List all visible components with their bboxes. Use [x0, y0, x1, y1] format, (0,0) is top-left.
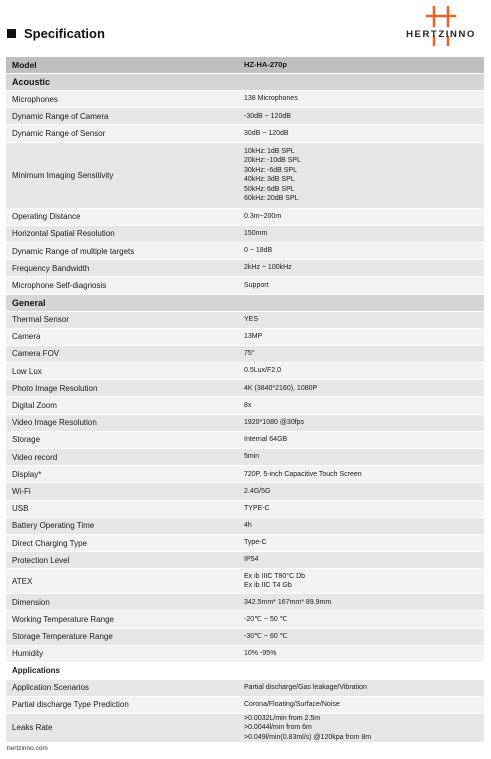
sensitivity-line — [244, 194, 484, 204]
spec-row — [6, 483, 484, 500]
spec-row — [6, 363, 484, 380]
spec-row — [6, 552, 484, 569]
sensitivity-level: -10dB SPL — [267, 157, 301, 165]
spec-value — [240, 363, 484, 379]
spec-value — [240, 415, 484, 431]
spec-value-line: 1920*1080 @30fps — [244, 418, 305, 426]
section-title: General — [12, 297, 46, 308]
spec-label: Storage — [12, 435, 41, 445]
spec-value-line: -20℃ ~ 50 ℃ — [244, 615, 288, 623]
spec-value-line: 8x — [244, 401, 252, 409]
spec-value — [240, 397, 484, 413]
spec-value-line: 4K (3840*2160), 1080P — [244, 384, 318, 392]
spec-value-line: >0.049l/min(0.83ml/s) @120kpa from 8m — [244, 733, 372, 741]
spec-label: Storage Temperature Range — [12, 632, 113, 642]
spec-value — [240, 380, 484, 396]
spec-row — [6, 594, 484, 611]
spec-label: Leaks Rate — [12, 723, 53, 733]
spec-value — [240, 209, 484, 225]
spec-value-line: 2kHz ~ 100kHz — [244, 264, 292, 272]
spec-label: Display* — [12, 469, 42, 479]
spec-value-line: 0.5Lux/F2.0 — [244, 367, 281, 375]
spec-label: Working Temperature Range — [12, 614, 114, 624]
section-header-applications — [6, 663, 484, 680]
sensitivity-line — [244, 175, 484, 185]
spec-label: Dynamic Range of Camera — [12, 111, 109, 121]
sensitivity-level: 3dB SPL — [267, 176, 295, 184]
spec-value-line: 0 ~ 18dB — [244, 247, 273, 255]
spec-row — [6, 535, 484, 552]
spec-label: Frequency Bandwidth — [12, 263, 90, 273]
spec-row — [6, 611, 484, 628]
spec-value — [240, 432, 484, 448]
spec-value-line: >0.0044l/min from 6m — [244, 724, 312, 732]
spec-value-line: 720P, 5-inch Capacitive Touch Screen — [244, 470, 362, 478]
sensitivity-line — [244, 147, 484, 157]
spec-row — [6, 380, 484, 397]
logo-wordmark: HERTZINNO — [406, 29, 476, 40]
spec-label: Humidity — [12, 649, 44, 659]
sensitivity-level: 6dB SPL — [267, 185, 295, 193]
spec-value — [240, 501, 484, 517]
spec-row — [6, 108, 484, 125]
spec-value-line: 75° — [244, 350, 255, 358]
spec-value — [240, 611, 484, 627]
spec-row — [6, 501, 484, 518]
spec-value-line: Ex ib IIC T4 Gb — [244, 582, 292, 590]
spec-row — [6, 397, 484, 414]
bullet-square-icon — [7, 29, 16, 38]
spec-row — [6, 125, 484, 142]
spec-label: Low Lux — [12, 366, 42, 376]
spec-value-line: 150mm — [244, 230, 268, 238]
spec-row — [6, 312, 484, 329]
title-block — [7, 26, 105, 41]
spec-row — [6, 277, 484, 294]
spec-value — [240, 680, 484, 696]
spec-value — [240, 552, 484, 568]
spec-row — [6, 260, 484, 277]
spec-value — [240, 260, 484, 276]
spec-row — [6, 209, 484, 226]
model-label: Model — [12, 60, 37, 70]
spec-value — [240, 697, 484, 713]
spec-value — [240, 449, 484, 465]
spec-label: Battery Operating Time — [12, 521, 95, 531]
sensitivity-line — [244, 166, 484, 176]
spec-label: Partial discharge Type Prediction — [12, 700, 129, 710]
sensitivity-level: 20dB SPL — [267, 195, 299, 203]
spec-value — [240, 143, 484, 208]
spec-value-line: 2.4G/5G — [244, 487, 271, 495]
spec-label: Microphones — [12, 94, 58, 104]
sensitivity-level: 1dB SPL — [267, 147, 295, 155]
spec-row — [6, 432, 484, 449]
sensitivity-frequency: 40kHz: — [244, 176, 266, 184]
spec-row — [6, 449, 484, 466]
spec-value — [240, 714, 484, 742]
brand-logo — [396, 6, 486, 46]
spec-value — [240, 277, 484, 293]
table-body — [6, 74, 484, 743]
spec-row — [6, 143, 484, 209]
spec-value — [240, 466, 484, 482]
spec-value-line: 0.3m~200m — [244, 212, 282, 220]
spec-value-line: 138 Microphones — [244, 95, 298, 103]
model-row — [6, 57, 484, 74]
spec-label: USB — [12, 504, 29, 514]
spec-row — [6, 629, 484, 646]
spec-value — [240, 312, 484, 328]
sensitivity-frequency: 20kHz: — [244, 157, 266, 165]
spec-row — [6, 569, 484, 594]
spec-label: Wi-Fi — [12, 486, 31, 496]
spec-value — [240, 535, 484, 551]
spec-value — [240, 483, 484, 499]
spec-label: Dynamic Range of multiple targets — [12, 246, 135, 256]
spec-label: Horizontal Spatial Resolution — [12, 229, 115, 239]
sensitivity-frequency: 10kHz: — [244, 147, 266, 155]
spec-value-line: Type-C — [244, 539, 267, 547]
spec-row — [6, 697, 484, 714]
spec-label: Thermal Sensor — [12, 315, 69, 325]
spec-value-line: Internal 64GB — [244, 436, 288, 444]
spec-value-line: Ex ib IIIC T80°C Db — [244, 572, 306, 580]
spec-label: Digital Zoom — [12, 401, 57, 411]
section-header-general — [6, 295, 484, 312]
section-header-acoustic — [6, 74, 484, 91]
spec-value — [240, 91, 484, 107]
spec-row — [6, 329, 484, 346]
spec-value-line: 342.5mm* 167mm* 89.9mm — [244, 598, 332, 606]
hertzinno-logo-icon — [396, 6, 486, 46]
sensitivity-frequency: 30kHz: — [244, 166, 266, 174]
section-title: Acoustic — [12, 77, 51, 87]
page-title: Specification — [24, 26, 105, 41]
footer-website: hertzinno.com — [7, 745, 48, 752]
spec-row — [6, 415, 484, 432]
specification-table — [6, 57, 484, 743]
spec-value-line: -30dB ~ 120dB — [244, 112, 291, 120]
sensitivity-frequency: 50kHz: — [244, 185, 266, 193]
spec-label: Operating Distance — [12, 212, 81, 222]
section-title: Applications — [12, 666, 61, 676]
spec-label: Minimum Imaging Sensitivity — [12, 170, 114, 180]
spec-row — [6, 714, 484, 743]
spec-row — [6, 466, 484, 483]
spec-value-line: YES — [244, 315, 259, 323]
sensitivity-line — [244, 185, 484, 195]
spec-value-line: Support — [244, 281, 269, 289]
spec-value-line: TYPE-C — [244, 504, 270, 512]
spec-label: Video Image Resolution — [12, 418, 97, 428]
spec-value — [240, 125, 484, 141]
spec-value-line: IP54 — [244, 556, 259, 564]
spec-value-line: >0.0032L/min from 2.5m — [244, 714, 321, 722]
spec-label: Photo Image Resolution — [12, 383, 98, 393]
page-header — [0, 0, 491, 56]
spec-value — [240, 346, 484, 362]
spec-value — [240, 518, 484, 534]
spec-value-line: 4h — [244, 522, 252, 530]
spec-value-line: -30℃ ~ 60 ℃ — [244, 632, 288, 640]
spec-label: Dimension — [12, 597, 50, 607]
spec-label: Microphone Self-diagnosis — [12, 280, 107, 290]
spec-value-line: 13MP — [244, 333, 263, 341]
spec-label: Camera — [12, 332, 41, 342]
model-value: HZ-HA-270p — [244, 60, 287, 70]
spec-label: Dynamic Range of Sensor — [12, 128, 106, 138]
spec-value — [240, 594, 484, 610]
sensitivity-frequency: 60kHz: — [244, 195, 266, 203]
spec-row — [6, 226, 484, 243]
spec-label: Direct Charging Type — [12, 538, 87, 548]
spec-label: Camera FOV — [12, 349, 60, 359]
spec-value — [240, 226, 484, 242]
spec-value — [240, 629, 484, 645]
spec-value-line: Corona/Floating/Surface/Noise — [244, 701, 340, 709]
spec-value-line: 5min — [244, 453, 260, 461]
spec-row — [6, 680, 484, 697]
spec-label: Protection Level — [12, 555, 70, 565]
spec-value — [240, 108, 484, 124]
spec-value-line: 10% -95% — [244, 650, 277, 658]
spec-label: Application Scenarios — [12, 683, 89, 693]
spec-row — [6, 243, 484, 260]
sensitivity-line — [244, 156, 484, 166]
spec-row — [6, 91, 484, 108]
spec-row — [6, 518, 484, 535]
spec-value — [240, 243, 484, 259]
spec-label: Video record — [12, 452, 58, 462]
spec-row — [6, 346, 484, 363]
spec-value-line: 30dB ~ 120dB — [244, 129, 289, 137]
spec-row — [6, 646, 484, 663]
spec-value-line: Partial discharge/Gas leakage/Vibration — [244, 684, 367, 692]
spec-label: ATEX — [12, 576, 33, 586]
sensitivity-level: -6dB SPL — [267, 166, 297, 174]
spec-value — [240, 329, 484, 345]
spec-value — [240, 569, 484, 593]
spec-value — [240, 646, 484, 662]
